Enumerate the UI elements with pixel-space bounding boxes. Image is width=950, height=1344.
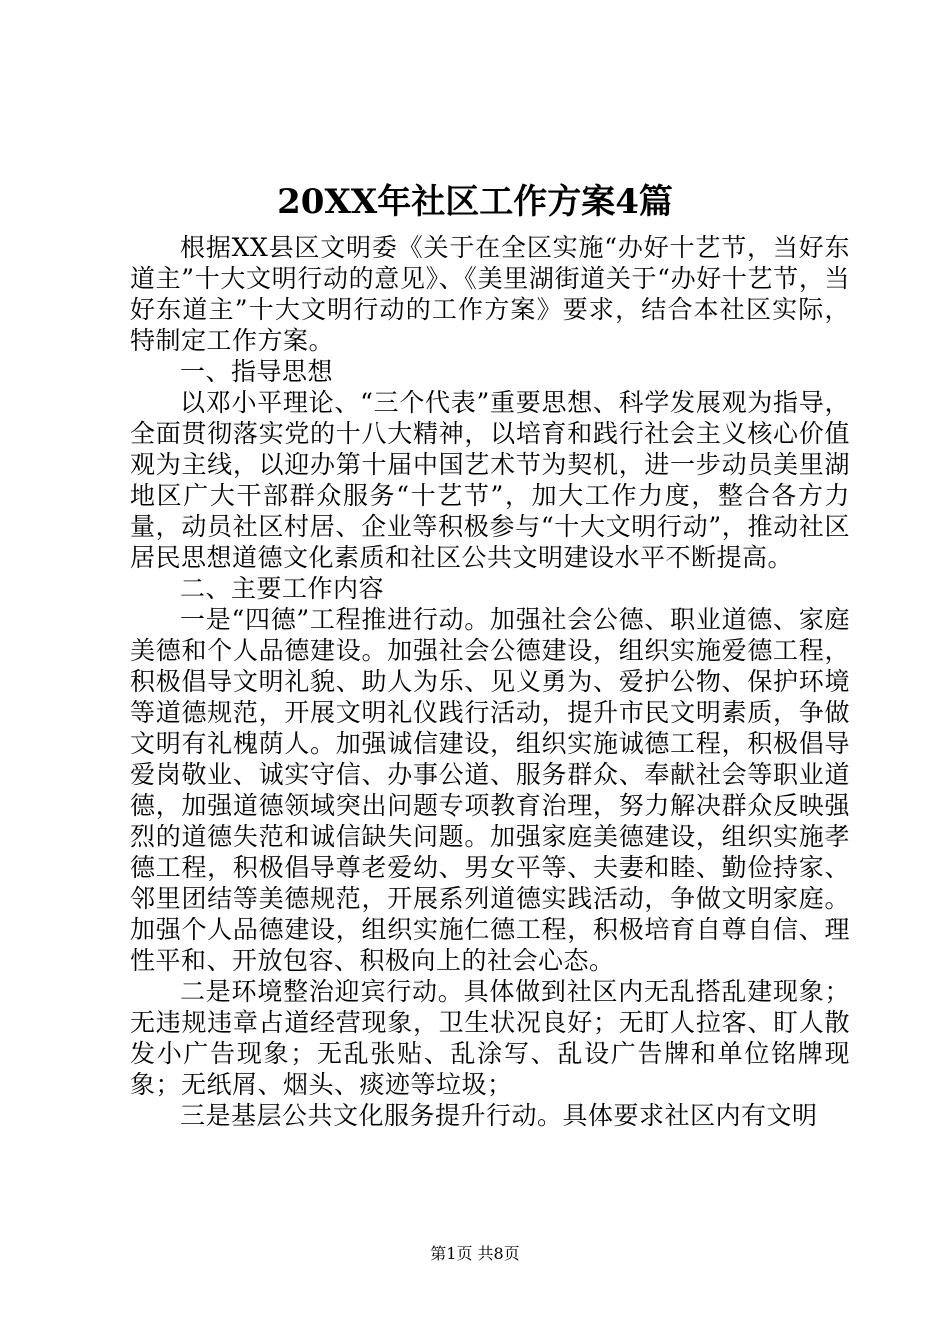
page-footer: 第1页 共8页 — [430, 1244, 520, 1263]
work-item-2-paragraph: 二是环境整治迎宾行动。具体做到社区内无乱搭乱建现象；无违规违章占道经营现象，卫生状况良好；无盯人拉客、盯人散发小广告现象；无乱张贴、乱涂写、乱设广告牌和单位铭牌现象；无纸屑、烟头、痰迹等垃圾； — [130, 977, 850, 1099]
section-heading-guiding-thought: 一、指导思想 — [180, 357, 334, 386]
work-item-1-paragraph: 一是“四德”工程推进行动。加强社会公德、职业道德、家庭美德和个人品德建设。加强社会公德建设，组织实施爱德工程，积极倡导文明礼貌、助人为乐、见义勇为、爱护公物、保护环境等道德规范，开展文明礼仪践行活动，提升市民文明素质，争做文明有礼槐荫人。加强诚信建设，组织实施诚德工程，积极倡导爱岗敬业、诚实守信、办事公道、服务群众、奉献社会等职业道德，加强道德领域突出问题专项教育治理，努力解决群众反映强烈的道德失范和诚信缺失问题。加强家庭美德建设，组织实施孝德工程，积极倡导尊老爱幼、男女平等、夫妻和睦、勤俭持家、邻里团结等美德规范，开展系列道德实践活动，争做文明家庭。加强个人品德建设，组织实施仁德工程，积极培育自尊自信、理性平和、开放包容、积极向上的社会心态。 — [130, 605, 850, 975]
section-heading-main-work: 二、主要工作内容 — [180, 574, 385, 603]
intro-paragraph: 根据XX县区文明委《关于在全区实施“办好十艺节，当好东道主”十大文明行动的意见》、《美里湖街道关于“办好十艺节，当好东道主”十大文明行动的工作方案》要求，结合本社区实际，特制定工作方案。 — [130, 233, 850, 355]
document-body — [130, 232, 850, 1131]
work-item-3-paragraph: 三是基层公共文化服务提升行动。具体要求社区内有文明 — [180, 1101, 818, 1130]
guiding-thought-paragraph: 以邓小平理论、“三个代表”重要思想、科学发展观为指导，全面贯彻落实党的十八大精神，以培育和践行社会主义核心价值观为主线，以迎办第十届中国艺术节为契机，进一步动员美里湖地区广大干部群众服务“十艺节”，加大工作力度，整合各方力量，动员社区村居、企业等积极参与“十大文明行动”，推动社区居民思想道德文化素质和社区公共文明建设水平不断提高。 — [130, 388, 850, 572]
document-title: 20XX年社区工作方案4篇 — [277, 182, 673, 222]
